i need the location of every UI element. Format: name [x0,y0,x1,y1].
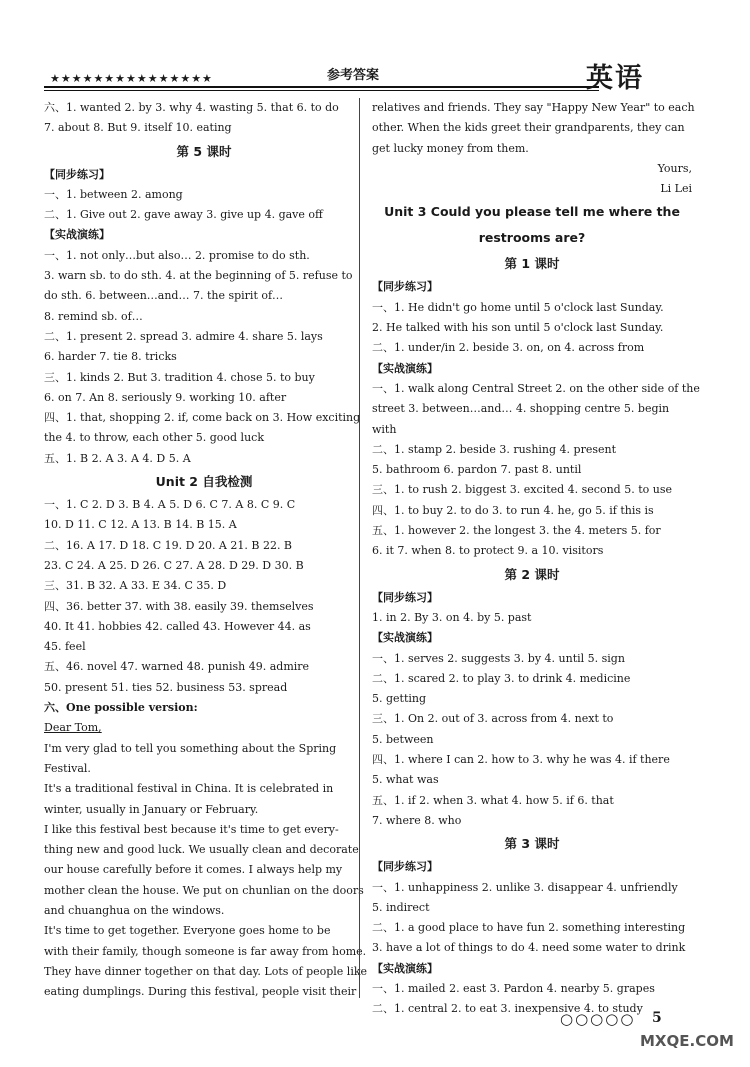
header-rule [44,86,599,88]
answer-line: 六、1. wanted 2. by 3. why 4. wasting 5. that 6. to do [44,101,339,114]
exercise-label: 【实战演练】 [44,228,110,242]
answer-line: 二、16. A 17. D 18. C 19. D 20. A 21. B 22. B [44,538,293,552]
answer-line: street 3. between…and… 4. shopping centre 5. begin [372,402,670,416]
answer-line: 7. where 8. who [372,813,462,827]
answer-line: 一、1. He didn't go home until 5 o'clock last Sunday. [372,300,664,314]
answer-line: 三、1. kinds 2. But 3. tradition 4. chose 5. to buy [44,370,315,384]
answer-line: 3. have a lot of things to do 4. need some water to drink [372,941,686,955]
header-title: 参考答案 [327,68,380,83]
answer-line: the 4. to throw, each other 5. good luck [44,431,264,445]
answer-line: They have dinner together on that day. Lots of people like [44,964,368,978]
brand-logo: 英语 [586,63,644,94]
answer-line: 7. about 8. But 9. itself 10. eating [44,121,232,135]
exercise-label: 【实战演练】 [372,361,438,375]
section-heading: 第 3 课时 [504,836,560,852]
answer-line: relatives and friends. They say "Happy New Year" to each [372,101,695,114]
signature-line: Yours, [657,161,692,175]
answer-line: 2. He talked with his son until 5 o'clock last Sunday. [372,321,664,335]
answer-line: 三、1. to rush 2. biggest 3. excited 4. second 5. to use [372,483,672,497]
answer-line: and chuanghua on the windows. [44,903,225,917]
answer-line: 6. on 7. An 8. seriously 9. working 10. after [44,390,287,404]
answer-line: 一、1. C 2. D 3. B 4. A 5. D 6. C 7. A 8. C 9. C [44,498,296,512]
section-heading: Unit 2 自我检测 [155,474,253,490]
answer-line: 6. harder 7. tie 8. tricks [44,350,177,364]
answer-line: eating dumplings. During this festival, people visit their [44,985,357,999]
section-heading: 第 1 课时 [504,256,560,272]
answer-line: 五、46. novel 47. warned 48. punish 49. admire [44,660,310,674]
section-heading: 第 5 课时 [176,143,232,159]
answer-line: It's a traditional festival in China. It is celebrated in [44,782,334,796]
answer-line: I'm very glad to tell you something about the Spring [44,741,337,755]
answer-line: 5. indirect [372,900,430,914]
answer-line: 二、1. stamp 2. beside 3. rushing 4. present [372,442,617,456]
answer-line: 5. between [372,732,434,746]
exercise-label: 【同步练习】 [44,167,110,181]
header-rule-thin [44,90,599,91]
answer-line: do sth. 6. between…and… 7. the spirit of… [44,289,284,303]
answer-line: with their family, though someone is far away from home. [44,944,367,958]
answer-line: 五、1. B 2. A 3. A 4. D 5. A [44,451,191,465]
section-heading: Unit 3 Could you please tell me where the restrooms are? [384,204,680,246]
right-column [372,98,700,1020]
answer-line: It's time to get together. Everyone goes home to be [44,924,331,938]
answer-line: get lucky money from them. [372,141,529,155]
answer-line: 23. C 24. A 25. D 26. C 27. A 28. D 29. D 30. B [44,558,304,572]
answer-line: I like this festival best because it's time to get every- [44,822,339,836]
answer-line: 50. present 51. ties 52. business 53. spread [44,680,288,694]
answer-line: 40. It 41. hobbies 42. called 43. However 44. as [44,619,311,633]
answer-line: 二、1. under/in 2. beside 3. on, on 4. across from [372,341,645,355]
answer-line: 45. feel [44,640,86,654]
answer-line: 5. what was [372,773,439,787]
signature-line: Li Lei [660,182,692,196]
section-heading: 第 2 课时 [504,566,560,582]
left-column [44,98,368,1002]
answer-line: 一、1. unhappiness 2. unlike 3. disappear 4. unfriendly [372,880,678,894]
answer-line: our house carefully before it comes. I always help my [44,863,343,877]
footer-circles: ○○○○○ [560,1010,636,1028]
exercise-label: 【同步练习】 [372,860,438,874]
answer-line: 五、1. if 2. when 3. what 4. how 5. if 6. that [372,793,614,807]
answer-line: winter, usually in January or February. [44,802,259,816]
answer-line: 5. bathroom 6. pardon 7. past 8. until [372,463,582,477]
answer-line: 四、1. to buy 2. to do 3. to run 4. he, go 5. if this is [372,503,654,517]
exercise-label: 【同步练习】 [372,590,438,604]
answer-line: mother clean the house. We put on chunlian on the doors [44,883,364,897]
watermark: MXQE.COM [640,1032,734,1050]
page-number: 5 [652,1010,662,1026]
answer-line: Festival. [44,761,91,775]
answer-line: thing new and good luck. We usually clean and decorate [44,843,359,857]
answer-line: 二、1. central 2. to eat 3. inexpensive 4. to study [372,1002,643,1016]
exercise-label: 【实战演练】 [372,961,438,975]
answer-line: 10. D 11. C 12. A 13. B 14. B 15. A [44,518,237,532]
answer-line: 一、1. not only…but also… 2. promise to do sth. [44,248,310,262]
exercise-label: 【实战演练】 [372,631,438,645]
exercise-label: 【同步练习】 [372,280,438,294]
answer-line: 一、1. walk along Central Street 2. on the other side of the [372,381,700,395]
answer-line: 三、1. On 2. out of 3. across from 4. next to [372,712,614,726]
answer-line: 一、1. between 2. among [44,187,183,201]
salutation: Dear Tom, [44,721,102,735]
answer-line: with [372,422,397,436]
page-header [44,60,684,98]
answer-line: 一、1. mailed 2. east 3. Pardon 4. nearby 5. grapes [372,981,655,995]
answer-line: 二、1. Give out 2. gave away 3. give up 4. gave off [44,208,323,222]
answer-line: 一、1. serves 2. suggests 3. by 4. until 5. sign [372,651,625,665]
answer-line: 二、1. a good place to have fun 2. something interesting [372,921,686,935]
answer-line: 二、1. present 2. spread 3. admire 4. share 5. lays [44,329,323,343]
answer-line: 6. it 7. when 8. to protect 9. a 10. visitors [372,544,604,558]
answer-line: 8. remind sb. of… [44,309,143,323]
answer-line: 三、31. B 32. A 33. E 34. C 35. D [44,579,227,593]
answer-line: 5. getting [372,692,427,706]
answer-line: 五、1. however 2. the longest 3. the 4. meters 5. for [372,524,661,538]
star-row: ★★★★★★★★★★★★★★★ [50,72,213,85]
exercise-label: 六、One possible version: [44,701,198,715]
answer-line: 二、1. scared 2. to play 3. to drink 4. medicine [372,671,631,685]
answer-line: 四、36. better 37. with 38. easily 39. themselves [44,599,314,613]
answer-line: 四、1. where I can 2. how to 3. why he was 4. if there [372,753,670,767]
column-divider [359,98,360,998]
answer-line: 1. in 2. By 3. on 4. by 5. past [372,610,532,624]
answer-line: other. When the kids greet their grandparents, they can [372,121,685,135]
answer-line: 3. warn sb. to do sth. 4. at the beginning of 5. refuse to [44,269,353,283]
answer-line: 四、1. that, shopping 2. if, come back on 3. How exciting [44,411,361,425]
